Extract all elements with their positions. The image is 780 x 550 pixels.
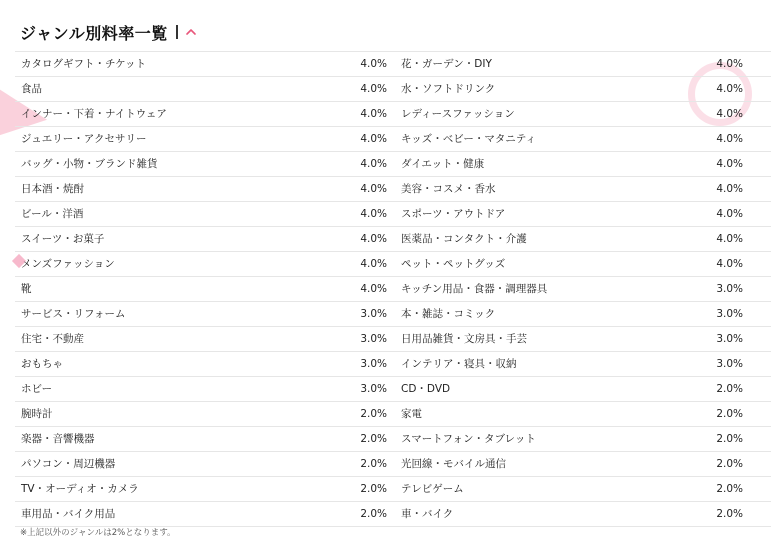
genre-rate: 4.0% [360,158,387,170]
table-row [15,427,771,452]
table-row [15,77,771,102]
genre-rate: 4.0% [716,108,743,120]
genre-rate: 4.0% [716,133,743,145]
genre-name: キッズ・ベビー・マタニティ [401,133,537,145]
genre-name: 花・ガーデン・DIY [401,58,492,70]
genre-name: 食品 [21,83,42,95]
genre-name: 光回線・モバイル通信 [401,458,506,470]
genre-rate: 4.0% [716,83,743,95]
genre-rate: 3.0% [716,308,743,320]
table-row [15,102,771,127]
genre-rate: 2.0% [360,508,387,520]
genre-rate: 3.0% [360,333,387,345]
genre-name: 車・バイク [401,508,454,520]
footnote: ※上記以外のジャンルは2%となります。 [20,528,176,538]
genre-rate: 4.0% [716,233,743,245]
genre-name: ペット・ペットグッズ [401,258,506,270]
table-row [15,377,771,402]
genre-name: スポーツ・アウトドア [401,208,506,220]
table-row [15,477,771,502]
genre-rate: 3.0% [360,308,387,320]
genre-rate: 4.0% [716,58,743,70]
genre-name: スイーツ・お菓子 [21,233,105,245]
genre-name: 楽器・音響機器 [21,433,95,445]
genre-name: キッチン用品・食器・調理器具 [401,283,548,295]
genre-rate: 2.0% [716,433,743,445]
table-row [15,302,771,327]
genre-name: メンズファッション [21,258,115,270]
genre-name: スマートフォン・タブレット [401,433,536,445]
table-row [15,277,771,302]
genre-rate: 4.0% [360,83,387,95]
table-row [15,52,771,77]
table-row [15,502,771,527]
genre-rate: 3.0% [360,383,387,395]
genre-name: 日用品雑貨・文房具・手芸 [401,333,527,345]
table-row [15,152,771,177]
genre-name: レディースファッション [401,108,515,120]
genre-rate: 2.0% [360,408,387,420]
genre-name: ジュエリー・アクセサリー [21,133,147,145]
genre-rate: 4.0% [360,133,387,145]
genre-name: 靴 [21,283,32,295]
genre-name: 水・ソフトドリンク [401,83,496,95]
genre-name: バッグ・小物・ブランド雑貨 [21,158,158,170]
genre-name: 美容・コスメ・香水 [401,183,496,195]
genre-rate: 4.0% [716,258,743,270]
section-header [20,18,200,46]
table-row [15,177,771,202]
genre-name: ビール・洋酒 [21,208,84,220]
genre-name: おもちゃ [21,358,63,370]
genre-name: TV・オーディオ・カメラ [21,483,139,495]
genre-name: 車用品・バイク用品 [21,508,116,520]
genre-rate: 2.0% [716,408,743,420]
table-row [15,202,771,227]
genre-rate: 4.0% [360,233,387,245]
genre-rate: 2.0% [716,458,743,470]
genre-name: カタログギフト・チケット [21,58,147,70]
genre-name: テレビゲーム [401,483,464,495]
genre-rate: 4.0% [716,158,743,170]
genre-name: 腕時計 [21,408,53,420]
genre-name: ホビー [21,383,53,395]
genre-name: 家電 [401,408,422,420]
table-row [15,227,771,252]
genre-name: パソコン・周辺機器 [21,458,116,470]
page-title: ジャンル別料率一覧 [20,23,168,43]
genre-rate: 4.0% [360,108,387,120]
genre-rate: 2.0% [360,433,387,445]
genre-name: インナー・下着・ナイトウェア [21,108,167,120]
rate-table [15,51,771,527]
genre-rate: 2.0% [360,483,387,495]
genre-rate: 3.0% [716,283,743,295]
table-row [15,402,771,427]
genre-name: 本・雑誌・コミック [401,308,496,320]
genre-name: CD・DVD [401,383,451,395]
genre-rate: 3.0% [716,333,743,345]
genre-name: 医薬品・コンタクト・介護 [401,233,527,245]
genre-name: サービス・リフォーム [21,308,126,320]
genre-name: 住宅・不動産 [21,333,84,345]
title-divider [176,25,178,39]
genre-rate: 4.0% [360,183,387,195]
genre-rate: 4.0% [360,208,387,220]
genre-name: 日本酒・焼酎 [21,183,84,195]
genre-rate: 2.0% [716,483,743,495]
genre-rate: 2.0% [716,508,743,520]
genre-rate: 3.0% [360,358,387,370]
genre-rate: 4.0% [716,208,743,220]
table-row [15,127,771,152]
genre-rate: 2.0% [360,458,387,470]
genre-name: ダイエット・健康 [401,158,485,170]
genre-rate: 4.0% [360,58,387,70]
table-row [15,352,771,377]
genre-rate: 3.0% [716,358,743,370]
genre-rate: 4.0% [716,183,743,195]
genre-rate: 2.0% [716,383,743,395]
table-row [15,452,771,477]
genre-name: インテリア・寝具・収納 [401,358,517,370]
table-row [15,252,771,277]
table-row [15,327,771,352]
genre-rate: 4.0% [360,283,387,295]
genre-rate: 4.0% [360,258,387,270]
chevron-up-icon[interactable] [182,23,200,41]
